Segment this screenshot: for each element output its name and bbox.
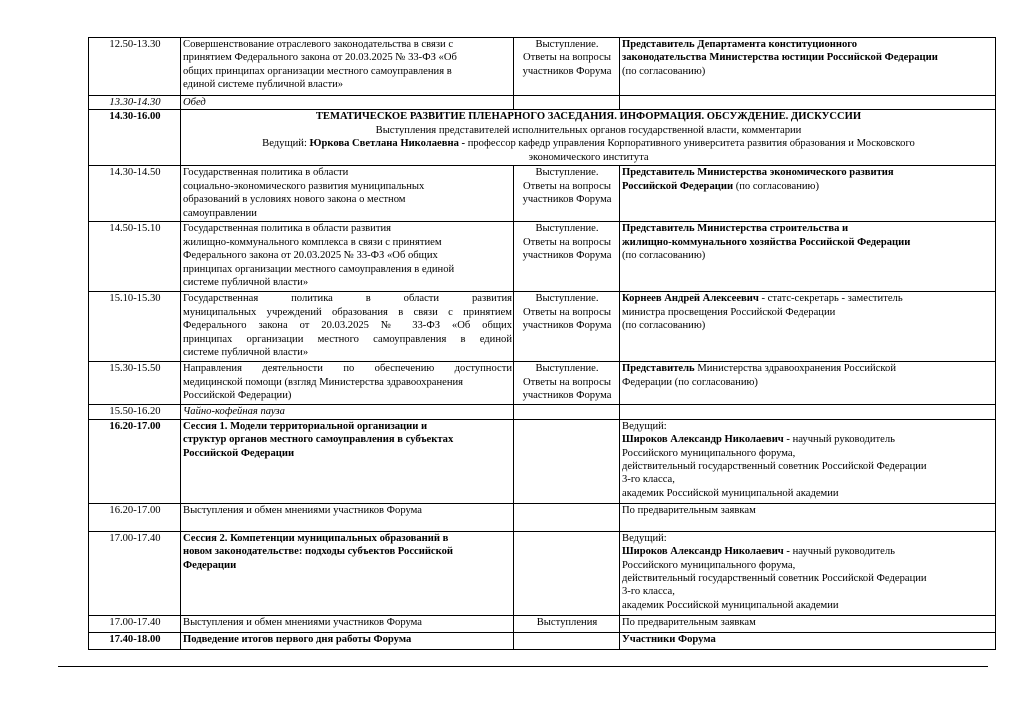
table-row <box>89 38 996 96</box>
topic-line: структур органов местного самоуправления в субъектах <box>183 434 454 446</box>
speaker-name: Корнеев Андрей Алексеевич <box>622 293 759 305</box>
host-name: Широков Александр Николаевич - <box>622 434 790 446</box>
speaker-line: законодательства Министерства юстиции Российской Федерации <box>622 52 938 64</box>
topic-line: принципах организации местного самоуправления в единой <box>183 263 455 275</box>
format-cell <box>514 531 620 615</box>
table-row <box>89 222 996 292</box>
format-cell <box>514 419 620 503</box>
speaker-line <box>622 292 994 305</box>
host-description: академик Российской муниципальной академии <box>622 487 839 499</box>
speaker-cell <box>620 96 996 110</box>
time-cell: 17.00-17.40 <box>89 531 181 615</box>
topic-cell <box>181 531 514 615</box>
topic-line: Федерального закона от 20.03.2025 № 33-ФЗ «Об общих <box>183 320 512 332</box>
table-row <box>89 292 996 362</box>
host-description: 3-го класса, <box>622 474 675 486</box>
speaker-cell <box>620 362 996 405</box>
format-cell <box>514 362 620 405</box>
topic-line: Сессия 2. Компетенции муниципальных образований в <box>183 532 449 544</box>
host-description: экономического института <box>528 151 649 163</box>
topic-line: системе публичной власти» <box>183 277 309 289</box>
topic-cell <box>181 292 514 362</box>
topic-cell: Выступления и обмен мнениями участников Форума <box>181 615 514 632</box>
time-cell: 17.00-17.40 <box>89 615 181 632</box>
speaker-cell: По предварительным заявкам <box>620 615 996 632</box>
format-line: Выступление. <box>535 293 599 305</box>
time-cell: 16.20-17.00 <box>89 503 181 531</box>
format-line: Выступление. <box>535 167 599 179</box>
speaker-note: (по согласованию) <box>733 180 819 192</box>
speaker-line: Представитель Министерства строительства и <box>622 223 849 235</box>
topic-line: самоуправлении <box>183 207 257 219</box>
topic-line: муниципальных учреждений образования в связи с принятием <box>183 306 512 318</box>
topic-line: принятием Федерального закона от 20.03.2025 № 33-ФЗ «Об <box>183 52 457 64</box>
topic-line: Российской Федерации) <box>183 390 292 402</box>
host-line <box>622 433 994 446</box>
format-cell <box>514 96 620 110</box>
format-line: участников Форума <box>522 250 612 262</box>
host-name: Юркова Светлана Николаевна - <box>309 138 466 150</box>
host-description: научный руководитель <box>789 434 895 446</box>
topic-line: Федерации <box>183 559 237 571</box>
format-line: Ответы на вопросы <box>523 180 611 192</box>
topic-line: Совершенствование отраслевого законодательства в связи с <box>183 39 454 50</box>
speaker-cell <box>620 405 996 419</box>
speaker-note: (по согласованию) <box>622 320 706 332</box>
topic-cell: Чайно-кофейная пауза <box>181 405 514 419</box>
topic-cell <box>181 362 514 405</box>
host-description: действительный государственный советник Российской Федерации <box>622 573 927 585</box>
time-cell: 16.20-17.00 <box>89 419 181 503</box>
speaker-cell <box>620 222 996 292</box>
speaker-line: жилищно-коммунального хозяйства Российской Федерации <box>622 236 911 248</box>
format-line: участников Форума <box>522 390 612 402</box>
topic-cell <box>181 222 514 292</box>
format-cell <box>514 503 620 531</box>
speaker-cell <box>620 531 996 615</box>
topic-cell: Подведение итогов первого дня работы Форума <box>181 632 514 649</box>
format-line: Выступление. <box>535 39 599 50</box>
table-row <box>89 503 996 531</box>
host-label: Ведущий: <box>622 420 667 432</box>
schedule-table <box>88 37 996 650</box>
format-cell <box>514 292 620 362</box>
table-row <box>89 531 996 615</box>
format-cell <box>514 222 620 292</box>
topic-line: единой системе публичной власти» <box>183 79 344 91</box>
format-line: участников Форума <box>522 65 612 77</box>
format-line: Выступление. <box>535 363 599 375</box>
host-description: 3-го класса, <box>622 586 675 598</box>
host-name: Широков Александр Николаевич - <box>622 546 790 558</box>
topic-line: социально-экономического развития муниципальных <box>183 180 425 192</box>
format-line: Ответы на вопросы <box>523 236 611 248</box>
host-line <box>622 545 994 558</box>
table-row <box>89 96 996 110</box>
topic-cell: Обед <box>181 96 514 110</box>
topic-line: Направления деятельности по обеспечению доступности <box>183 363 512 375</box>
speaker-org-rest: Министерства здравоохранения Российской <box>694 363 896 375</box>
speaker-line <box>622 362 994 375</box>
time-cell: 12.50-13.30 <box>89 38 181 96</box>
section-subtitle: Выступления представителей исполнительных органов государственной власти, комментарии <box>375 124 802 136</box>
topic-line: Федерального закона от 20.03.2025 № 33-ФЗ «Об общих <box>183 250 438 262</box>
section-title: ТЕМАТИЧЕСКОЕ РАЗВИТИЕ ПЛЕНАРНОГО ЗАСЕДАНИЯ. ИНФОРМАЦИЯ. ОБСУЖДЕНИЕ. ДИСКУССИИ <box>315 111 862 123</box>
topic-cell <box>181 166 514 222</box>
topic-line: системе публичной власти» <box>183 347 309 359</box>
format-cell: Выступления <box>514 615 620 632</box>
topic-line: Российской Федерации <box>183 447 295 459</box>
speaker-cell: Участники Форума <box>620 632 996 649</box>
host-description: профессор кафедр управления Корпоративного университета развития образования и Московского <box>465 138 915 150</box>
time-cell: 13.30-14.30 <box>89 96 181 110</box>
time-cell: 17.40-18.00 <box>89 632 181 649</box>
table-row <box>89 166 996 222</box>
topic-line: общих принципах организации местного самоуправления в <box>183 65 452 77</box>
speaker-position: - статс-секретарь - заместитель <box>758 293 903 305</box>
format-cell <box>514 632 620 649</box>
topic-line: медицинской помощи (взгляд Министерства здравоохранения <box>183 376 464 388</box>
speaker-line: Представитель Министерства экономического развития <box>622 167 894 179</box>
host-label: Ведущий: <box>262 138 310 150</box>
host-description: действительный государственный советник Российской Федерации <box>622 461 927 473</box>
speaker-cell <box>620 292 996 362</box>
table-row <box>89 632 996 649</box>
speaker-cell <box>620 419 996 503</box>
format-line: Выступление. <box>535 223 599 235</box>
topic-line: Государственная политика в области <box>183 167 349 179</box>
topic-cell <box>181 38 514 96</box>
speaker-cell <box>620 166 996 222</box>
section-host <box>183 137 994 150</box>
topic-cell: Выступления и обмен мнениями участников Форума <box>181 503 514 531</box>
speaker-line <box>622 180 994 193</box>
page-bottom-rule <box>58 666 988 667</box>
host-description: Российского муниципального форума, <box>622 447 796 459</box>
topic-line: Государственная политика в области развития <box>183 223 392 235</box>
speaker-line: министра просвещения Российской Федерации <box>622 306 836 318</box>
host-description: академик Российской муниципальной академии <box>622 599 839 611</box>
topic-line: Государственная политика в области развития <box>183 293 512 305</box>
time-cell: 14.30-16.00 <box>89 110 181 166</box>
time-cell: 14.50-15.10 <box>89 222 181 292</box>
topic-line: Сессия 1. Модели территориальной организации и <box>183 420 428 432</box>
section-header-cell <box>181 110 996 166</box>
format-line: Ответы на вопросы <box>523 306 611 318</box>
time-cell: 15.50-16.20 <box>89 405 181 419</box>
speaker-org: Представитель <box>622 363 695 375</box>
speaker-note: (по согласованию) <box>622 250 706 262</box>
time-cell: 15.30-15.50 <box>89 362 181 405</box>
topic-line: принципах организации местного самоуправления в единой <box>183 333 512 345</box>
time-cell: 14.30-14.50 <box>89 166 181 222</box>
table-row <box>89 362 996 405</box>
speaker-line: Представитель Департамента конституционного <box>622 39 858 50</box>
table-row <box>89 419 996 503</box>
table-row <box>89 405 996 419</box>
format-line: Ответы на вопросы <box>523 52 611 64</box>
topic-line: жилищно-коммунального комплекса в связи с принятием <box>183 236 442 248</box>
speaker-org: Российской Федерации <box>622 180 734 192</box>
table-row <box>89 110 996 166</box>
table-row <box>89 615 996 632</box>
host-label: Ведущий: <box>622 532 667 544</box>
format-cell <box>514 166 620 222</box>
format-line: участников Форума <box>522 194 612 206</box>
speaker-line: Федерации (по согласованию) <box>622 376 758 388</box>
speaker-note: (по согласованию) <box>622 65 706 77</box>
topic-cell <box>181 419 514 503</box>
time-cell: 15.10-15.30 <box>89 292 181 362</box>
host-description: научный руководитель <box>789 546 895 558</box>
format-cell <box>514 405 620 419</box>
format-line: Ответы на вопросы <box>523 376 611 388</box>
topic-line: новом законодательстве: подходы субъектов Российской <box>183 546 453 558</box>
host-description: Российского муниципального форума, <box>622 559 796 571</box>
speaker-cell <box>620 38 996 96</box>
topic-line: образований в условиях нового закона о местном <box>183 194 406 206</box>
format-line: участников Форума <box>522 320 612 332</box>
format-cell <box>514 38 620 96</box>
speaker-cell: По предварительным заявкам <box>620 503 996 531</box>
